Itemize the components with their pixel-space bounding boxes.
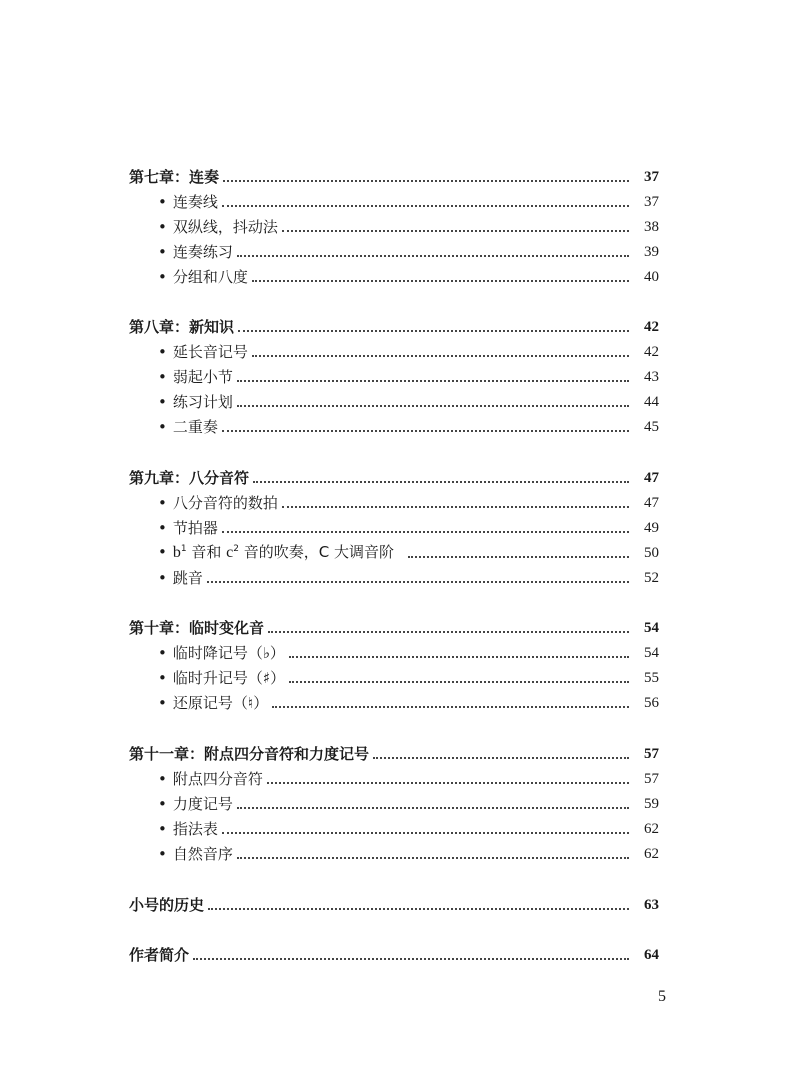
page-number: 52 xyxy=(644,570,659,586)
toc-section xyxy=(158,513,659,538)
toc-section xyxy=(158,814,659,839)
toc-chapter-7 xyxy=(129,162,659,187)
dot-leader xyxy=(193,958,629,960)
page-number: 39 xyxy=(644,244,659,260)
dot-leader xyxy=(207,581,629,583)
toc-section xyxy=(158,488,659,513)
section-title: 还原记号（♮） xyxy=(172,694,269,712)
bullet-icon: • xyxy=(158,820,167,838)
toc-section xyxy=(158,764,659,789)
page-number: 43 xyxy=(644,369,659,385)
bullet-icon: • xyxy=(158,669,167,687)
dot-leader xyxy=(289,656,629,658)
section-title xyxy=(173,543,394,561)
section-title: 连奏线 xyxy=(172,193,218,211)
dot-leader xyxy=(282,506,629,508)
section-title: 附点四分音符 xyxy=(172,770,263,788)
page-number: 62 xyxy=(644,821,659,837)
page-number: 54 xyxy=(644,645,659,661)
dot-leader xyxy=(373,757,629,759)
dot-leader xyxy=(237,807,629,809)
section-title: 二重奏 xyxy=(172,418,218,436)
toc-section xyxy=(158,789,659,814)
bullet-icon: • xyxy=(158,193,167,211)
toc-section xyxy=(158,538,659,563)
page-number: 49 xyxy=(644,520,659,536)
bullet-icon: • xyxy=(158,770,167,788)
toc-chapter-9 xyxy=(129,463,659,488)
bullet-icon: • xyxy=(158,494,167,512)
toc-section xyxy=(158,262,659,287)
page-number: 54 xyxy=(644,620,659,636)
toc-section xyxy=(158,638,659,663)
dot-leader xyxy=(237,857,629,859)
dot-leader xyxy=(223,180,629,182)
dot-leader xyxy=(222,531,629,533)
bullet-icon: • xyxy=(158,845,167,863)
page-number: 40 xyxy=(644,269,659,285)
toc-section xyxy=(158,663,659,688)
chapter-title: 第十章：临时变化音 xyxy=(129,619,265,637)
section-title: 节拍器 xyxy=(172,519,218,537)
bullet-icon: • xyxy=(158,644,167,662)
dot-leader xyxy=(252,355,629,357)
section-title: 弱起小节 xyxy=(172,368,233,386)
toc-section xyxy=(158,688,659,713)
dot-leader xyxy=(208,908,629,910)
bullet-icon: • xyxy=(158,543,167,561)
toc-entry-author xyxy=(129,940,659,965)
dot-leader xyxy=(289,681,629,683)
toc-section xyxy=(158,337,659,362)
dot-leader xyxy=(282,230,629,232)
bullet-icon: • xyxy=(158,569,167,587)
page-number: 44 xyxy=(644,394,659,410)
page-number: 42 xyxy=(644,344,659,360)
section-title: 临时降记号（♭） xyxy=(172,644,285,662)
page-number: 62 xyxy=(644,846,659,862)
toc-section xyxy=(158,412,659,437)
folio-page-number: 5 xyxy=(658,988,666,1005)
dot-leader xyxy=(252,280,629,282)
section-title: 练习计划 xyxy=(172,393,233,411)
bullet-icon: • xyxy=(158,268,167,286)
toc-section xyxy=(158,839,659,864)
page-number: 57 xyxy=(644,771,659,787)
dot-leader xyxy=(267,782,629,784)
page-number: 37 xyxy=(644,194,659,210)
page-number: 37 xyxy=(644,169,659,185)
section-title: 连奏练习 xyxy=(172,243,233,261)
dot-leader xyxy=(272,706,629,708)
section-title: 八分音符的数拍 xyxy=(172,494,278,512)
bullet-icon: • xyxy=(158,343,167,361)
chapter-title: 小号的历史 xyxy=(129,896,205,914)
page-number: 42 xyxy=(644,319,659,335)
section-title: 分组和八度 xyxy=(172,268,248,286)
bullet-icon: • xyxy=(158,418,167,436)
page-number: 50 xyxy=(644,545,659,561)
page-number: 55 xyxy=(644,670,659,686)
octave-superscript: 1 xyxy=(180,544,187,554)
dot-leader xyxy=(253,481,629,483)
chapter-title: 第九章：八分音符 xyxy=(129,469,250,487)
dot-leader xyxy=(237,405,629,407)
toc-section xyxy=(158,237,659,262)
bullet-icon: • xyxy=(158,393,167,411)
page-number: 59 xyxy=(644,796,659,812)
toc-section xyxy=(158,387,659,412)
bullet-icon: • xyxy=(158,519,167,537)
dot-leader xyxy=(222,205,629,207)
toc-section xyxy=(158,212,659,237)
page-number: 56 xyxy=(644,695,659,711)
dot-leader xyxy=(268,631,629,633)
chapter-title: 作者简介 xyxy=(129,946,190,964)
toc-section xyxy=(158,187,659,212)
section-title: 自然音序 xyxy=(172,845,233,863)
page-number: 64 xyxy=(644,947,659,963)
bullet-icon: • xyxy=(158,243,167,261)
bullet-icon: • xyxy=(158,795,167,813)
section-title: 指法表 xyxy=(172,820,218,838)
toc-chapter-11 xyxy=(129,739,659,764)
octave-superscript: 2 xyxy=(233,544,240,554)
page-number: 45 xyxy=(644,419,659,435)
section-title: 双纵线，抖动法 xyxy=(172,218,278,236)
toc-chapter-8 xyxy=(129,312,659,337)
dot-leader xyxy=(222,832,629,834)
page-number: 57 xyxy=(644,746,659,762)
page-number: 63 xyxy=(644,897,659,913)
dot-leader xyxy=(222,430,629,432)
toc-chapter-10 xyxy=(129,613,659,638)
toc-section xyxy=(158,362,659,387)
bullet-icon: • xyxy=(158,218,167,236)
dot-leader xyxy=(237,255,629,257)
chapter-title: 第八章：新知识 xyxy=(129,318,235,336)
dot-leader xyxy=(408,556,629,558)
page-number: 38 xyxy=(644,219,659,235)
dot-leader xyxy=(238,330,629,332)
title-part: 音和 xyxy=(191,543,222,561)
title-part: 音的吹奏，C 大调音阶 xyxy=(243,543,395,561)
bullet-icon: • xyxy=(158,694,167,712)
note-c: c xyxy=(226,544,234,561)
chapter-title: 第十一章：附点四分音符和力度记号 xyxy=(129,745,370,763)
dot-leader xyxy=(237,380,629,382)
page-number: 47 xyxy=(644,495,659,511)
chapter-title: 第七章：连奏 xyxy=(129,168,220,186)
section-title: 力度记号 xyxy=(172,795,233,813)
section-title: 延长音记号 xyxy=(172,343,248,361)
note-b: b xyxy=(172,544,181,561)
section-title: 跳音 xyxy=(172,569,203,587)
section-title: 临时升记号（♯） xyxy=(172,669,286,687)
page-number: 47 xyxy=(644,470,659,486)
bullet-icon: • xyxy=(158,368,167,386)
toc-entry-history xyxy=(129,890,659,915)
toc-section xyxy=(158,563,659,588)
